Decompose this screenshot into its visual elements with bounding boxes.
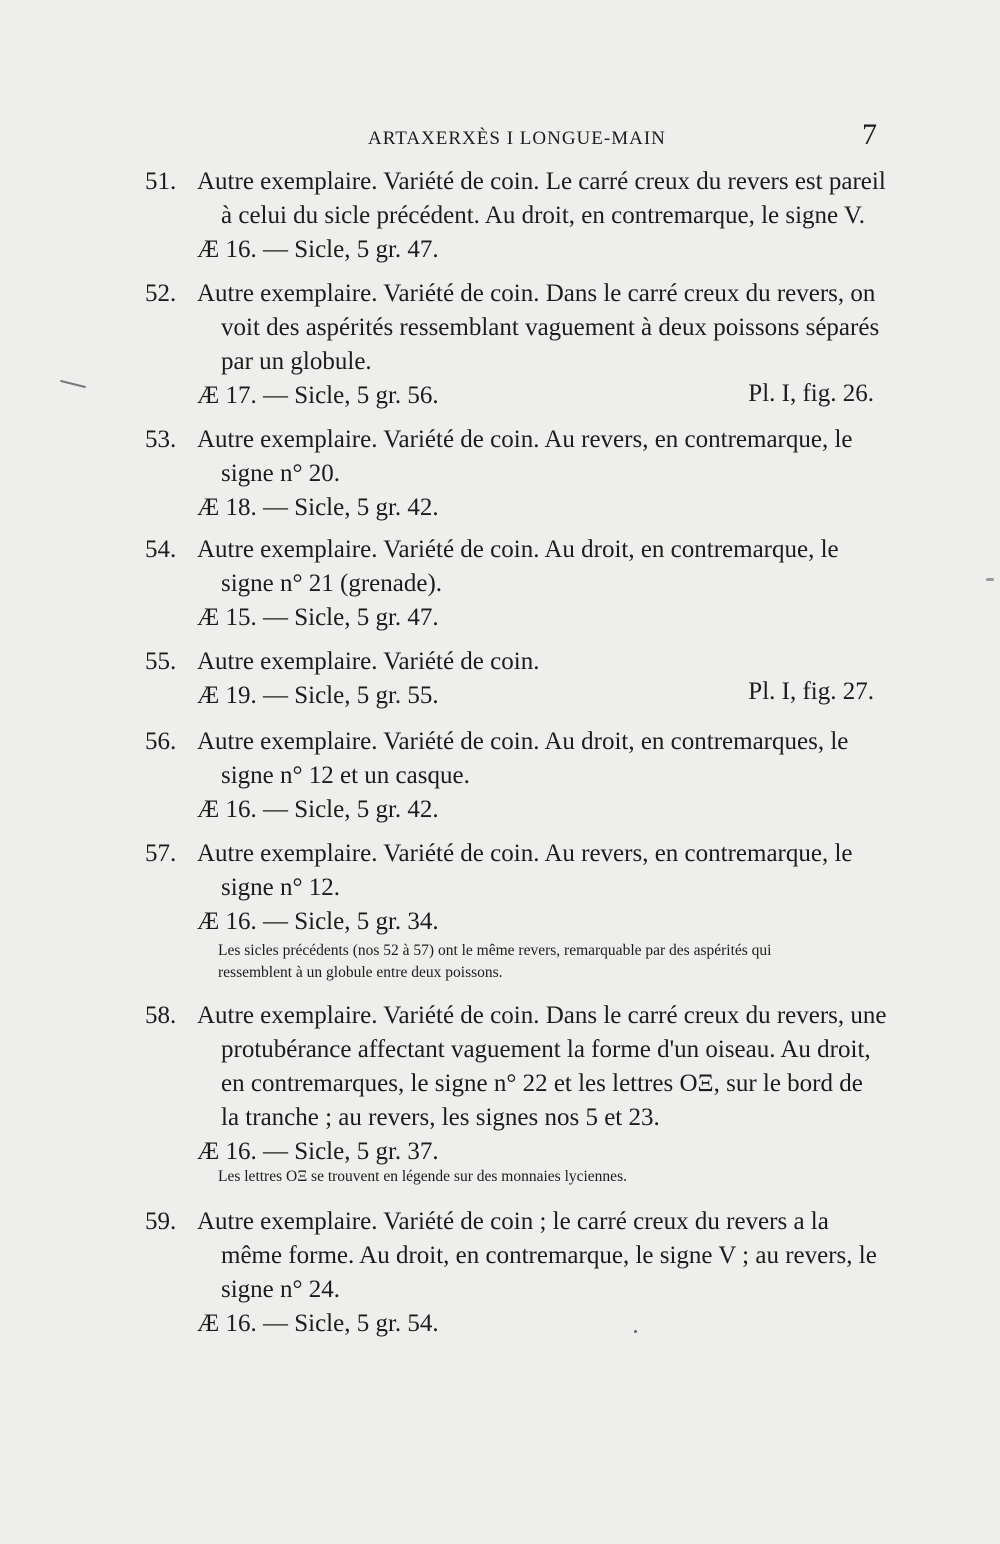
entry-description-line: signe n° 20.: [221, 460, 341, 487]
entry-metadata: Æ 16. — Sicle, 5 gr. 42.: [197, 796, 439, 823]
entry-description: Autre exemplaire. Variété de coin. Au droit, en contremarques, le: [197, 728, 849, 755]
entry-number: 56.: [145, 728, 177, 755]
ink-dot: [634, 1330, 637, 1333]
entry-description: Autre exemplaire. Variété de coin. Le carré creux du revers est pareil: [197, 168, 886, 195]
entry-description: Autre exemplaire. Variété de coin ; le carré creux du revers a la: [197, 1208, 829, 1235]
entry-metadata: Æ 16. — Sicle, 5 gr. 37.: [197, 1138, 439, 1165]
entry-description: Autre exemplaire. Variété de coin. Au revers, en contremarque, le: [197, 840, 853, 867]
entry-description: Autre exemplaire. Variété de coin.: [197, 648, 540, 675]
page-header: [0, 118, 1000, 162]
entry-metadata: Æ 15. — Sicle, 5 gr. 47.: [197, 604, 439, 631]
entry-number: 53.: [145, 426, 177, 453]
entry-description: Autre exemplaire. Variété de coin. Au revers, en contremarque, le: [197, 426, 853, 453]
footnote-line: Les sicles précédents (nos 52 à 57) ont le même revers, remarquable par des aspérités qui: [218, 942, 772, 959]
running-title: ARTAXERXÈS I LONGUE-MAIN: [368, 128, 666, 149]
footnote: [218, 1166, 878, 1188]
entry-number: 51.: [145, 168, 177, 195]
entry-description: Autre exemplaire. Variété de coin. Dans le carré creux du revers, on: [197, 280, 876, 307]
entry-metadata: Æ 16. — Sicle, 5 gr. 34.: [197, 908, 439, 935]
entry-description-line: à celui du sicle précédent. Au droit, en contremarque, le signe V.: [221, 202, 866, 229]
entry-description-line: voit des aspérités ressemblant vaguement à deux poissons séparés: [221, 314, 880, 341]
entry-description-line: la tranche ; au revers, les signes nos 5 et 23.: [221, 1104, 660, 1131]
entry-number: 52.: [145, 280, 177, 307]
entry-description-line: en contremarques, le signe n° 22 et les lettres ΟΞ, sur le bord de: [221, 1070, 863, 1097]
entry-description-line: signe n° 24.: [221, 1276, 341, 1303]
entry-description: Autre exemplaire. Variété de coin. Au droit, en contremarque, le: [197, 536, 839, 563]
entry-number: 59.: [145, 1208, 177, 1235]
entry-number: 58.: [145, 1002, 177, 1029]
entry-metadata: Æ 17. — Sicle, 5 gr. 56.: [197, 382, 439, 409]
entry-description-line: même forme. Au droit, en contremarque, le signe V ; au revers, le: [221, 1242, 877, 1269]
entry-number: 57.: [145, 840, 177, 867]
footnote-line: ressemblent à un globule entre deux poissons.: [218, 964, 503, 981]
entry-number: 55.: [145, 648, 177, 675]
entry-description-line: signe n° 12 et un casque.: [221, 762, 470, 789]
entry-number: 54.: [145, 536, 177, 563]
entry-description-line: signe n° 21 (grenade).: [221, 570, 443, 597]
plate-reference: Pl. I, fig. 27.: [748, 678, 874, 705]
footnote-line: Les lettres ΟΞ se trouvent en légende sur des monnaies lyciennes.: [218, 1168, 627, 1185]
entry-description-line: protubérance affectant vaguement la forme d'un oiseau. Au droit,: [221, 1036, 871, 1063]
entry-description: Autre exemplaire. Variété de coin. Dans le carré creux du revers, une: [197, 1002, 887, 1029]
page-number: 7: [862, 118, 877, 151]
entry-metadata: Æ 19. — Sicle, 5 gr. 55.: [197, 682, 439, 709]
plate-reference: Pl. I, fig. 26.: [748, 380, 874, 407]
entry-metadata: Æ 18. — Sicle, 5 gr. 42.: [197, 494, 439, 521]
entry-description-line: signe n° 12.: [221, 874, 341, 901]
entry-description-line: par un globule.: [221, 348, 372, 375]
margin-mark: [60, 380, 86, 388]
entry-metadata: Æ 16. — Sicle, 5 gr. 54.: [197, 1310, 439, 1337]
entry-metadata: Æ 16. — Sicle, 5 gr. 47.: [197, 236, 439, 263]
paper-speck: [986, 578, 994, 581]
footnote: [218, 940, 878, 984]
